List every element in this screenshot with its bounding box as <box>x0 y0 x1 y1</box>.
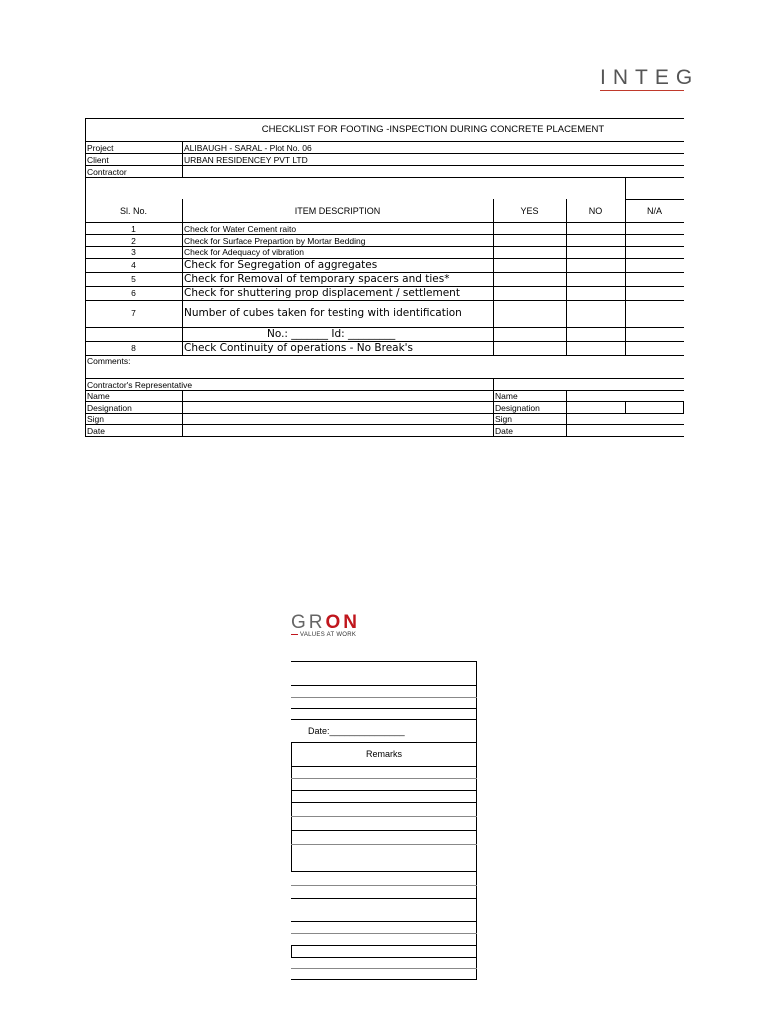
cube-identification-line: No.: _______ Id: _________ <box>267 328 396 340</box>
item-description: Check Continuity of operations - No Break's <box>184 342 414 354</box>
integron-logo-continued <box>291 612 360 634</box>
client-value: URBAN RESIDENCEY PVT LTD <box>184 155 308 165</box>
item-number: 1 <box>131 224 136 234</box>
item-number: 2 <box>131 236 136 246</box>
left-name-label: Name <box>87 391 110 401</box>
col-na: N/A <box>646 206 662 216</box>
item-description: Check for Surface Prepartion by Mortar Bedding <box>184 236 366 246</box>
left-sign-label: Sign <box>87 414 105 424</box>
integron-logo: INTEG <box>600 66 700 89</box>
col-sl-no: Sl. No. <box>119 206 147 216</box>
item-number: 5 <box>131 274 136 284</box>
item-description: Check for Removal of temporary spacers and ties* <box>184 273 450 285</box>
right-sign-label: Sign <box>495 414 513 424</box>
right-date-label: Date <box>495 426 513 436</box>
checklist-title: CHECKLIST FOR FOOTING -INSPECTION DURING CONCRETE PLACEMENT <box>261 124 605 135</box>
contractor-representative-label: Contractor's Representative <box>87 380 193 390</box>
item-number: 8 <box>131 343 136 353</box>
item-description: Check for Segregation of aggregates <box>184 259 378 271</box>
item-description: Check for Adequacy of vibration <box>184 247 305 257</box>
col-item-description: ITEM DESCRIPTION <box>294 206 381 216</box>
item-description: Check for shuttering prop displacement / settlement <box>184 287 460 299</box>
client-label: Client <box>87 155 109 165</box>
project-value: ALIBAUGH - SARAL - Plot No. 06 <box>184 143 312 153</box>
logo-text-grey: GR <box>291 612 326 633</box>
item-number: 3 <box>131 247 136 257</box>
right-designation-label: Designation <box>495 403 540 413</box>
logo-text-red: ON <box>325 612 360 633</box>
item-number: 6 <box>131 288 136 298</box>
item-number: 4 <box>131 260 136 270</box>
comments-label: Comments: <box>87 356 131 366</box>
item-description: Number of cubes taken for testing with identification <box>184 307 462 319</box>
col-no: NO <box>588 206 603 216</box>
left-designation-label: Designation <box>87 403 132 413</box>
col-yes: YES <box>520 206 539 216</box>
right-name-label: Name <box>495 391 518 401</box>
logo-underline <box>600 90 684 91</box>
project-label: Project <box>87 143 114 153</box>
remarks-header: Remarks <box>365 749 402 759</box>
contractor-label: Contractor <box>87 167 127 177</box>
logo-tagline: VALUES AT WORK <box>291 632 356 638</box>
item-description: Check for Water Cement raito <box>184 224 297 234</box>
left-date-label: Date <box>87 426 105 436</box>
item-number: 7 <box>131 308 136 318</box>
date-line: Date:_______________ <box>308 726 405 736</box>
